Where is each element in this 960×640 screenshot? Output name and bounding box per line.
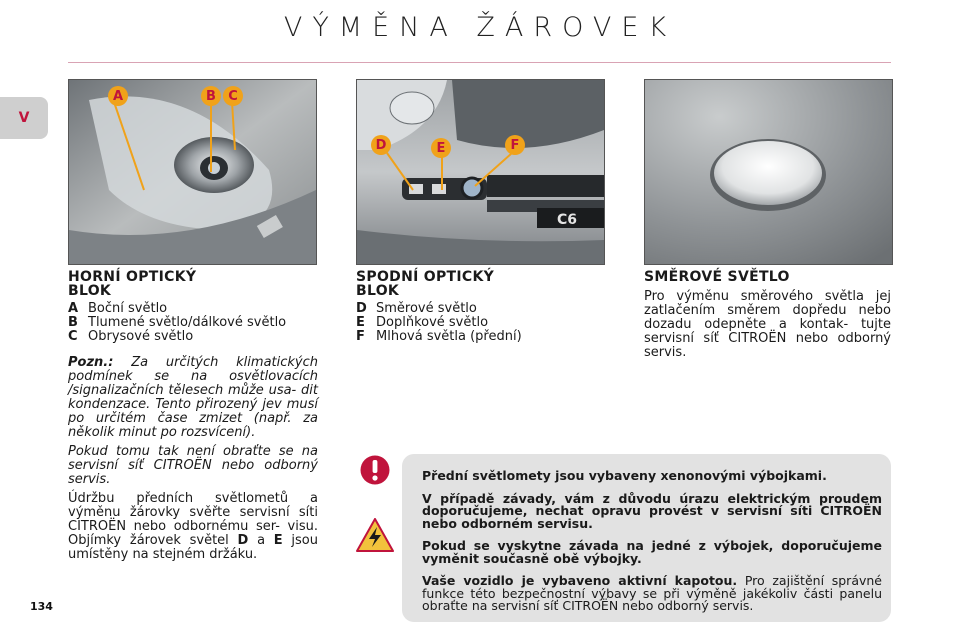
warning-paragraph-4: Vaše vozidlo je vybaveno aktivní kapotou. Pro zajištění správné funkce této bezpečnostní výbavy se při výměně jakékoliv části panelu obraťte na servisní síť CITROËN nebo odborný servis. bbox=[422, 573, 882, 613]
lower-block-photo bbox=[356, 79, 605, 265]
list-item: A Boční světlo bbox=[68, 301, 168, 316]
lower-block-heading-line2: BLOK bbox=[356, 283, 400, 299]
upper-headlight-photo bbox=[68, 79, 317, 265]
page-title: VÝMĚNA ŽÁROVEK bbox=[283, 12, 677, 43]
label-e-marker: E bbox=[431, 138, 451, 158]
maintenance-paragraph: Údržbu předních světlometů a výměnu žárovky svěřte servisní síti CITROËN nebo odbornému ser- visu. Objímky žárovek světel D a E jsou umístěny na stejném držáku. bbox=[68, 491, 319, 562]
warning-paragraph-1: Přední světlomety jsou vybaveny xenonovými výbojkami. bbox=[422, 468, 827, 483]
side-indicator-section bbox=[644, 270, 891, 360]
side-indicator-text: Pro výměnu směrového světla jej zatlačením směrem dopředu nebo dozadu odepněte a kontak- tujte servisní síť CITROËN nebo odborný servis. bbox=[644, 289, 891, 360]
label-a-marker: A bbox=[108, 86, 128, 106]
lower-block-section bbox=[356, 270, 606, 344]
high-voltage-warning-icon bbox=[356, 518, 394, 552]
upper-block-heading-line2: BLOK bbox=[68, 283, 112, 299]
side-indicator-heading: SMĚROVÉ SVĚTLO bbox=[644, 269, 790, 285]
lower-block-heading-line1: SPODNÍ OPTICKÝ bbox=[356, 269, 495, 285]
list-item: F Mlhová světla (přední) bbox=[356, 329, 522, 344]
xenon-warning-panel bbox=[402, 454, 891, 622]
upper-block-heading-line1: HORNÍ OPTICKÝ bbox=[68, 269, 197, 285]
label-f-marker: F bbox=[505, 135, 525, 155]
note-label: Pozn.: bbox=[68, 355, 114, 370]
side-indicator-photo bbox=[644, 79, 893, 265]
label-b-marker: B bbox=[201, 86, 221, 106]
upper-block-section bbox=[68, 270, 318, 562]
list-item: B Tlumené světlo/dálkové světlo bbox=[68, 315, 287, 330]
label-c-marker: C bbox=[223, 86, 243, 106]
warning-paragraph-3: Pokud se vyskytne závada na jedné z výbojek, doporučujeme vyměnit současně obě výbojky. bbox=[422, 538, 882, 566]
condensation-note bbox=[68, 356, 318, 440]
exclamation-icon bbox=[360, 455, 390, 485]
service-note: Pokud tomu tak není obraťte se na servisní síť CITROËN nebo odborný servis. bbox=[68, 444, 318, 487]
page-number: 134 bbox=[30, 600, 53, 613]
section-tab-label: V bbox=[18, 110, 30, 126]
note-text: Za určitých klimatických podmínek se na osvětlovacích /signalizačních tělesech může usa- dit kondenzace. Tento přirozený jev musí po určitém čase zmizet (např. za několik minut po rozsvícení). bbox=[68, 355, 318, 440]
warning-paragraph-2: V případě závady, vám z důvodu úrazu elektrickým proudem doporučujeme, nechat opravu provést v servisní síti CITROËN nebo odborném servisu. bbox=[422, 490, 882, 531]
title-divider bbox=[68, 62, 891, 63]
c6-badge-text: C6 bbox=[557, 212, 578, 228]
list-item: C Obrysové světlo bbox=[68, 329, 194, 344]
list-item: D Směrové světlo bbox=[356, 301, 477, 316]
label-d-marker: D bbox=[371, 135, 391, 155]
section-tab[interactable] bbox=[0, 97, 48, 139]
list-item: E Doplňkové světlo bbox=[356, 315, 489, 330]
